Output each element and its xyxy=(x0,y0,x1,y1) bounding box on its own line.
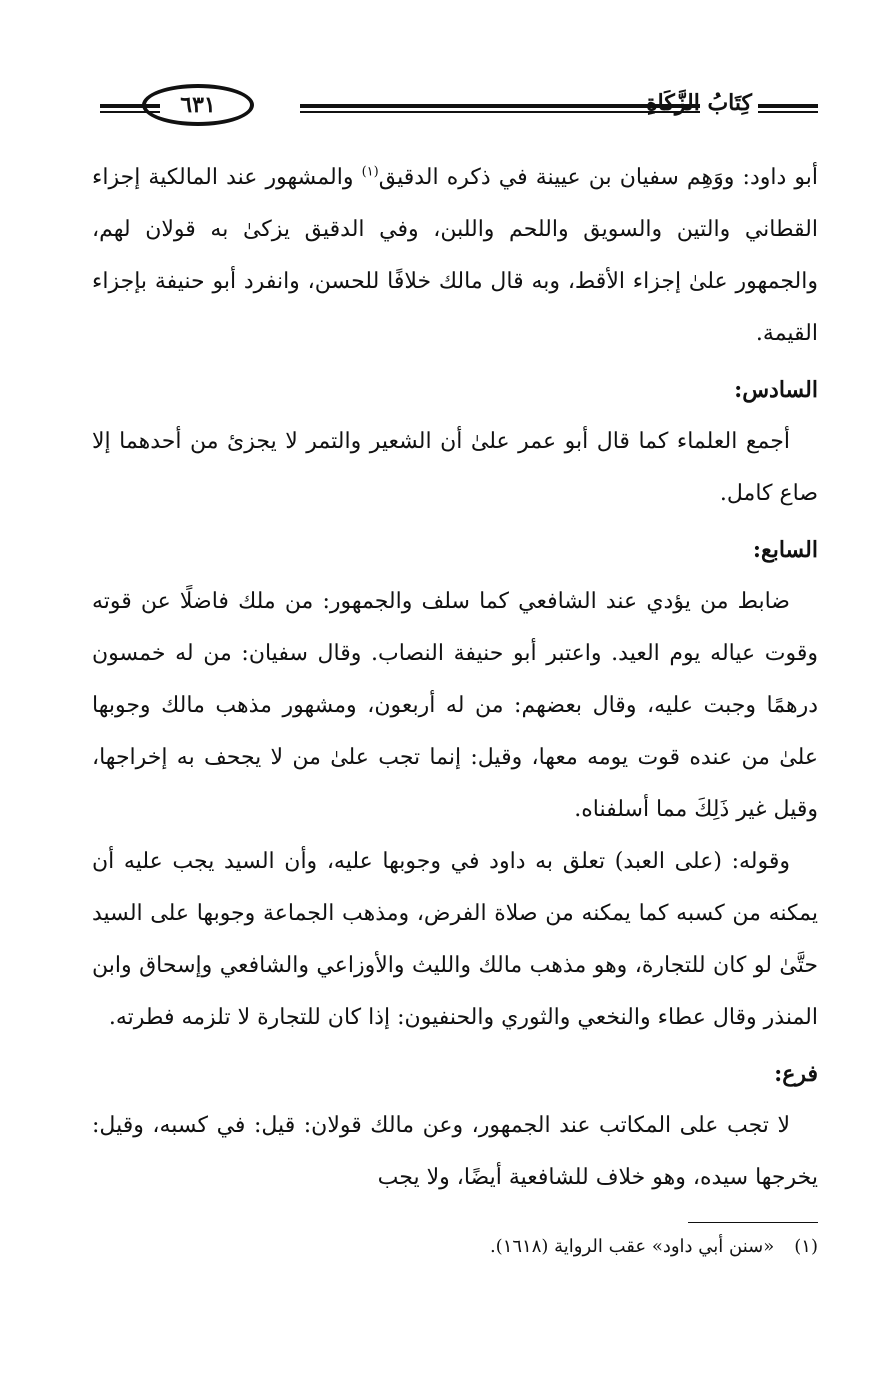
footnote-separator xyxy=(688,1222,818,1223)
footnote-text: «سنن أبي داود» عقب الرواية (١٦١٨). xyxy=(489,1236,775,1257)
book-title: كِتَابُ الزَّكَاةِ xyxy=(646,90,752,116)
paragraph-sixth: أجمع العلماء كما قال أبو عمر علىٰ أن الشعير والتمر لا يجزئ من أحدهما إلا صاع كامل. xyxy=(92,429,818,506)
paragraph-text: أبو داود: ووَهِم سفيان بن عيينة في ذكره الدقيق xyxy=(378,165,819,190)
header-rule-right xyxy=(758,104,818,113)
footnote-number: (١) xyxy=(794,1236,818,1257)
paragraph-far: لا تجب على المكاتب عند الجمهور، وعن مالك قولان: قيل: في كسبه، وقيل: يخرجها سيده، وهو خلاف للشافعية أيضًا، ولا يجب xyxy=(92,1113,818,1190)
header-rule-middle xyxy=(300,104,700,113)
running-header xyxy=(100,84,818,130)
paragraph-seventh: ضابط من يؤدي عند الشافعي كما سلف والجمهور: من ملك فاضلًا عن قوته وقوت عياله يوم العيد. واعتبر أبو حنيفة النصاب. وقال سفيان: من له خمسون درهمًا وجبت عليه، وقال بعضهم: من له أربعون، ومشهور مذهب مالك وجوبها علىٰ من عنده قوت يومه معها، وقيل: إنما تجب علىٰ من لا يجحف به إخراجها، وقيل غير ذَلِكَ مما أسلفناه. xyxy=(92,589,818,822)
footnote xyxy=(92,1232,818,1262)
paragraph-abd: وقوله: (على العبد) تعلق به داود في وجوبها عليه، وأن السيد يجب عليه أن يمكنه من كسبه كما يمكنه من صلاة الفرض، ومذهب الجماعة وجوبها على السيد حتَّىٰ لو كان للتجارة، وهو مذهب مالك والليث والأوزاعي والشافعي وإسحاق وابن المنذر وقال عطاء والنخعي والثوري والحنفيون: إذا كان للتجارة لا تلزمه فطرته. xyxy=(92,849,818,1030)
heading-seventh: السابع: xyxy=(752,537,818,563)
paragraph-abu-dawud xyxy=(92,152,818,360)
paragraph-text-continued: والمشهور عند المالكية إجزاء القطاني والتين والسويق واللحم واللبن، وفي الدقيق يزكىٰ به قولان لهم، والجمهور علىٰ إجزاء الأقط، وبه قال مالك خلافًا للحسن، وانفرد أبو حنيفة بإجزاء القيمة. xyxy=(92,165,818,346)
heading-far: فرع: xyxy=(774,1061,818,1087)
page-number: ٦٣١ xyxy=(142,84,254,126)
footnote-reference: (١) xyxy=(361,164,379,180)
main-text xyxy=(92,152,818,1204)
heading-sixth: السادس: xyxy=(734,377,818,403)
